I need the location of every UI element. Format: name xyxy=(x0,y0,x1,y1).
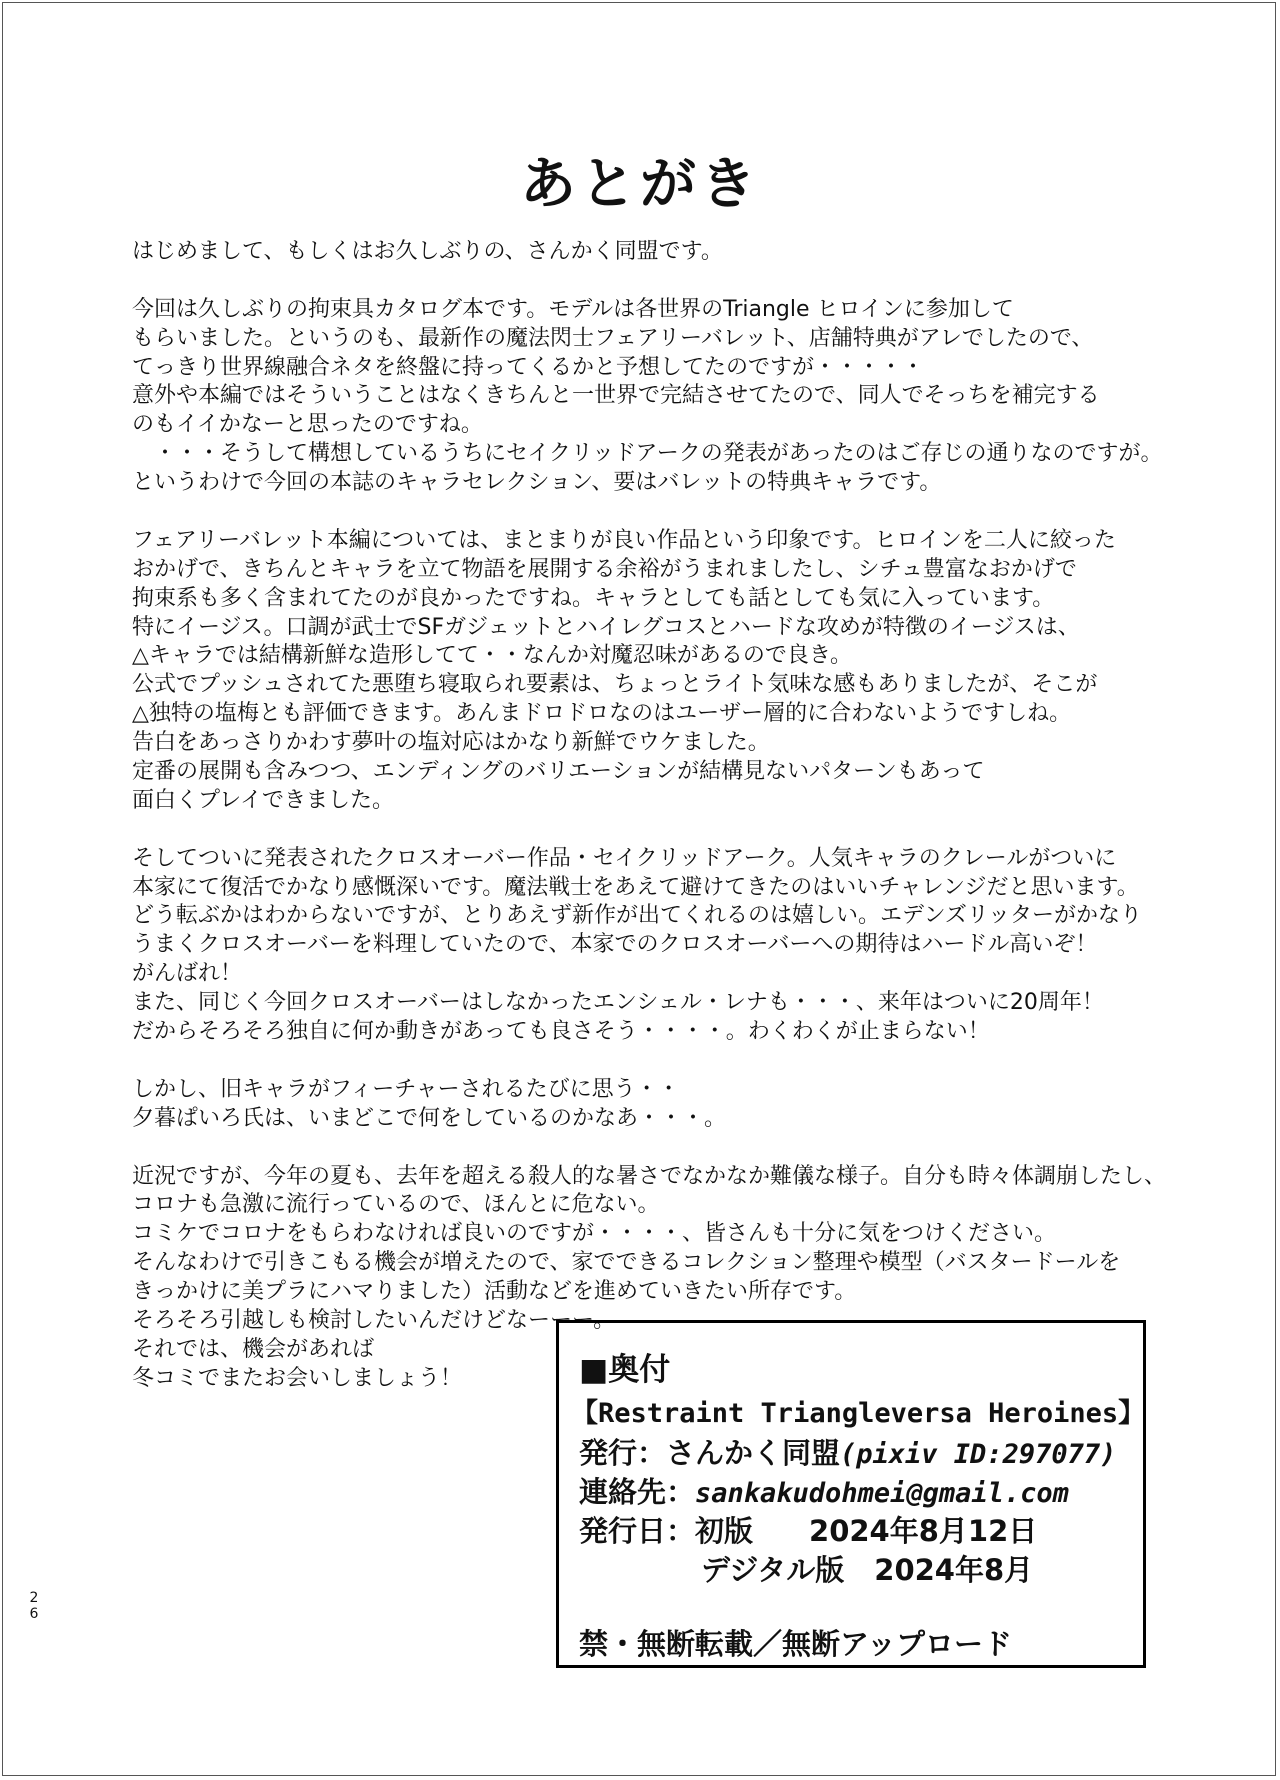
text-line: もらいました。というのも、最新作の魔法閃士フェアリーバレット、店舗特典がアレでしたので、 xyxy=(132,325,1094,351)
text-line: 特にイージス。口調が武士でSFガジェットとハイレグコスとハードな攻めが特徴のイージスは、 xyxy=(132,614,1080,640)
text-line: 意外や本編ではそういうことはなくきちんと一世界で完結させてたので、同人でそっちを補完する xyxy=(132,383,1100,409)
colophon-contact xyxy=(579,1475,1069,1511)
blank-line xyxy=(132,1047,1212,1076)
text-line: 今回は久しぶりの拘束具カタログ本です。モデルは各世界のTriangle ヒロインに参加して xyxy=(132,296,1014,322)
text-line: △キャラでは結構新鮮な造形してて・・なんか対魔忍味があるので良き。 xyxy=(132,643,853,669)
text-line: それでは、機会があれば xyxy=(132,1336,375,1362)
contact-email: sankakudohmei@gmail.com xyxy=(695,1478,1069,1509)
blank-line xyxy=(132,1134,1212,1163)
afterword-body xyxy=(132,238,1212,1394)
page-title: あとがき xyxy=(520,152,760,217)
text-line: コミケでコロナをもらわなければ良いのですが・・・・、皆さんも十分に気をつけください。 xyxy=(132,1221,1057,1247)
page-number xyxy=(28,1590,40,1622)
digital-date: 2024年8月 xyxy=(874,1553,1034,1587)
text-line: だからそろそろ独自に何か動きがあっても良さそう・・・・。わくわくが止まらない！ xyxy=(132,1019,990,1045)
text-line: また、同じく今回クロスオーバーはしなかったエンシェル・レナも・・・、来年はついに20周年！ xyxy=(132,990,1104,1016)
blank-line xyxy=(132,498,1212,527)
colophon-heading: ■奥付 xyxy=(579,1352,671,1388)
publisher-label: 発行：さんかく同盟 xyxy=(579,1436,841,1470)
publisher-id: (pixiv ID:297077) xyxy=(840,1439,1117,1470)
digital-label: デジタル版 xyxy=(701,1553,845,1587)
text-line: フェアリーバレット本編については、まとまりが良い作品という印象です。ヒロインを二人に絞った xyxy=(132,527,1116,553)
blank-line xyxy=(132,267,1212,296)
text-line: はじめまして、もしくはお久しぶりの、さんかく同盟です。 xyxy=(132,239,723,264)
text-line: ・・・そうして構想しているうちにセイクリッドアークの発表があったのはご存じの通りなのですが。 xyxy=(132,441,1163,467)
text-line: おかげで、きちんとキャラを立て物語を展開する余裕がうまれましたし、シチュ豊富なおかげで xyxy=(132,556,1077,582)
colophon-publisher xyxy=(579,1436,1116,1472)
text-line: というわけで今回の本誌のキャラセレクション、要はバレットの特典キャラです。 xyxy=(132,470,942,496)
colophon-notice: 禁・無断転載／無断アップロード xyxy=(579,1627,1012,1661)
text-line: そんなわけで引きこもる機会が増えたので、家でできるコレクション整理や模型（バスタードールを xyxy=(132,1250,1121,1276)
text-line: 冬コミでまたお会いしましょう！ xyxy=(132,1365,463,1391)
date-label: 発行日：初版 xyxy=(579,1514,754,1548)
colophon-date xyxy=(579,1514,1037,1548)
blank-line xyxy=(132,816,1212,845)
colophon-book-title: 【Restraint Triangleversa Heroines】 xyxy=(571,1398,1146,1429)
contact-label: 連絡先： xyxy=(579,1475,696,1509)
text-line: 告白をあっさりかわす夢叶の塩対応はかなり新鮮でウケました。 xyxy=(132,730,770,756)
first-edition-date: 2024年8月12日 xyxy=(809,1514,1038,1548)
text-line: てっきり世界線融合ネタを終盤に持ってくるかと予想してたのですが・・・・・ xyxy=(132,354,925,380)
text-line: きっかけに美プラにハマりました）活動などを進めていきたい所存です。 xyxy=(132,1279,857,1305)
text-line: 公式でプッシュされてた悪堕ち寝取られ要素は、ちょっとライト気味な感もありましたが、そこが xyxy=(132,672,1098,698)
text-line: のもイイかなーと思ったのですね。 xyxy=(132,412,483,438)
text-line: 定番の展開も含みつつ、エンディングのバリエーションが結構見ないパターンもあって xyxy=(132,759,985,785)
text-line: しかし、旧キャラがフィーチャーされるたびに思う・・ xyxy=(132,1076,680,1102)
text-line: 夕暮ぱいろ氏は、いまどこで何をしているのかなあ・・・。 xyxy=(132,1105,727,1131)
text-line: がんばれ！ xyxy=(132,961,243,987)
colophon-box xyxy=(556,1320,1146,1668)
text-line: 面白くプレイできました。 xyxy=(132,787,395,813)
text-line: コロナも急激に流行っているので、ほんとに危ない。 xyxy=(132,1192,660,1218)
colophon-digital xyxy=(701,1553,1033,1587)
text-line: △独特の塩梅とも評価できます。あんまドロドロなのはユーザー層的に合わないようですしね。 xyxy=(132,701,1072,727)
text-line: 本家にて復活でかなり感慨深いです。魔法戦士をあえて避けてきたのはいいチャレンジだと思います。 xyxy=(132,874,1139,900)
text-line: どう転ぶかはわからないですが、とりあえず新作が出てくれるのは嬉しい。エデンズリッターがかなり xyxy=(132,903,1143,929)
page-number-text: 26 xyxy=(29,1590,39,1622)
text-line: うまくクロスオーバーを料理していたので、本家でのクロスオーバーへの期待はハードル高いぞ！ xyxy=(132,932,1098,958)
text-line: 拘束系も多く含まれてたのが良かったですね。キャラとしても話としても気に入っています。 xyxy=(132,585,1055,611)
text-line: そしてついに発表されたクロスオーバー作品・セイクリッドアーク。人気キャラのクレールがついに xyxy=(132,845,1117,871)
text-line: 近況ですが、今年の夏も、去年を超える殺人的な暑さでなかなか難儀な様子。自分も時々体調崩したし、 xyxy=(132,1163,1167,1189)
text-line: そろそろ引越しも検討したいんだけどなーーー。 xyxy=(132,1307,616,1333)
